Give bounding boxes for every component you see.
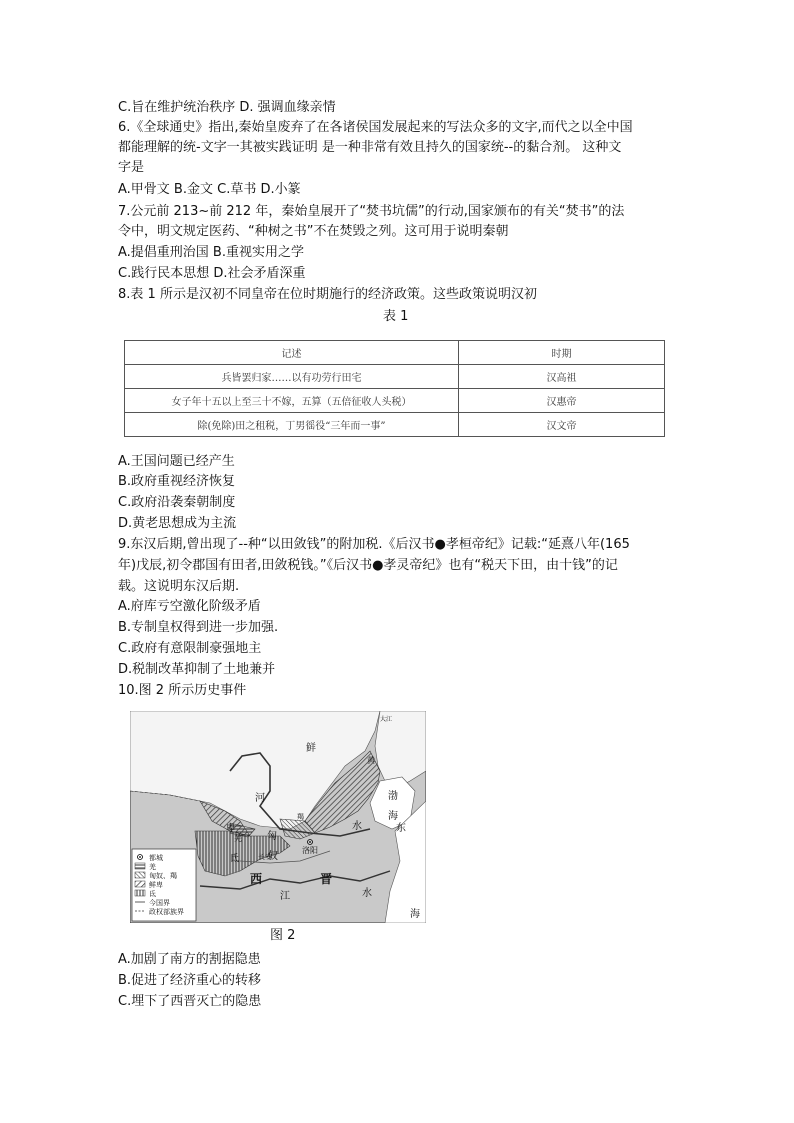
q6-stem-line3: 字是 xyxy=(118,160,145,175)
q9-option-b: B.专制皇权得到进一步加强. xyxy=(118,620,279,635)
q7-options-cd: C.践行民本思想 D.社会矛盾深重 xyxy=(118,266,306,281)
legend-modern-border: 今国界 xyxy=(149,899,170,907)
policy-table xyxy=(124,340,665,437)
legend-xianbei: 鲜卑 xyxy=(149,881,163,889)
label-di: 氐 xyxy=(230,854,240,864)
q6-stem-line1: 6.《全球通史》指出,秦始皇废弃了在各诸侯国发展起来的写法众多的文字,而代之以全中国 xyxy=(118,120,633,135)
q7-stem-line1: 7.公元前 213~前 212 年，秦始皇展开了“焚书坑儒”的行动,国家颁布的有关“焚书”的法 xyxy=(118,204,625,219)
q9-option-a: A.府库亏空激化阶级矛盾 xyxy=(118,599,261,614)
table-cell: 汉高祖 xyxy=(459,365,665,389)
map-caption: 图 2 xyxy=(270,928,296,943)
label-dajiang: 大江 xyxy=(380,716,393,723)
q10-option-b: B.促进了经济重心的转移 xyxy=(118,973,262,988)
table-cell: 汉文帝 xyxy=(459,413,665,437)
label-huang: 黄 xyxy=(367,756,375,765)
label-bei: 卑 xyxy=(226,824,236,834)
table-row xyxy=(125,413,665,437)
q6-options: A.甲骨文 B.金文 C.草书 D.小篆 xyxy=(118,182,301,197)
table-cell: 兵皆罢归家……以有功劳行田宅 xyxy=(125,365,459,389)
label-jiang: 江 xyxy=(280,891,290,902)
q10-option-a: A.加剧了南方的割据隐患 xyxy=(118,952,261,967)
q9-stem-line3: 载。这说明东汉后期. xyxy=(118,579,240,594)
label-changan: 长安 xyxy=(258,853,272,861)
q8-stem: 8.表 1 所示是汉初不同皇帝在位时期施行的经济政策。这些政策说明汉初 xyxy=(118,287,537,302)
q10-option-c: C.埋下了西晋灭亡的隐患 xyxy=(118,994,262,1009)
label-shui: 水 xyxy=(352,821,362,832)
table-cell: 女子年十五以上至三十不嫁，五算（五倍征收人头税） xyxy=(125,389,459,413)
label-bohai1: 渤 xyxy=(388,791,398,802)
legend-xiongnu-jie: 匈奴、羯 xyxy=(149,872,177,880)
q9-stem-line1: 9.东汉后期,曾出现了--种“以田敛钱”的附加税.《后汉书●孝桓帝纪》记载:“延熹八年(165 xyxy=(118,537,630,552)
label-nu: 奴 xyxy=(268,851,278,862)
q7-stem-line2: 令中，明文规定医药、“种树之书”不在焚毁之列。这可用于说明秦朝 xyxy=(118,224,509,239)
label-qiang: 羌 xyxy=(234,834,242,843)
table-cell: 汉惠帝 xyxy=(459,389,665,413)
label-jin: 晋 xyxy=(320,872,333,886)
table-cell: 除(免除)田之租税，丁男徭役“三年而一事” xyxy=(125,413,459,437)
legend-qiang: 羌 xyxy=(149,863,156,871)
label-xi: 西 xyxy=(250,872,263,886)
q8-option-b: B.政府重视经济恢复 xyxy=(118,474,236,489)
label-shui2: 水 xyxy=(362,888,372,899)
q8-option-c: C.政府沿袭秦朝制度 xyxy=(118,495,236,510)
table-caption: 表 1 xyxy=(383,309,409,324)
q5-option-cd: C.旨在维护统治秩序 D. 强调血缘亲情 xyxy=(118,100,336,115)
label-xian: 鲜 xyxy=(306,743,316,754)
legend-regime-border: 政权部族界 xyxy=(149,908,184,916)
legend-capital: 都城 xyxy=(149,854,163,862)
q10-stem: 10.图 2 所示历史事件 xyxy=(118,683,247,698)
label-bohai2: 海 xyxy=(388,811,398,822)
table-header-period: 时期 xyxy=(459,341,665,365)
q6-stem-line2: 都能理解的统-文字一其被实践证明 是一种非常有效且持久的国家统--的黏合剂。 这种文 xyxy=(118,140,622,155)
label-jie: 羯 xyxy=(297,813,304,821)
label-hai: 海 xyxy=(410,909,420,920)
table-row xyxy=(125,389,665,413)
label-xiongnu: 匈 xyxy=(267,831,277,842)
q8-option-d: D.黄老思想成为主流 xyxy=(118,516,237,531)
legend-di: 氐 xyxy=(149,890,156,898)
q9-option-c: C.政府有意限制豪强地主 xyxy=(118,641,262,656)
table-header-record: 记述 xyxy=(125,341,459,365)
label-he: 河 xyxy=(255,793,265,804)
q9-option-d: D.税制改革抑制了土地兼并 xyxy=(118,662,276,677)
historical-map xyxy=(130,711,426,923)
q9-stem-line2: 年)戊辰,初令郡国有田者,田敛税钱。”《后汉书●孝灵帝纪》也有“税天下田，由十钱”的记 xyxy=(118,558,618,573)
table-row xyxy=(125,365,665,389)
label-luoyang: 洛阳 xyxy=(302,846,318,855)
q8-option-a: A.王国问题已经产生 xyxy=(118,454,235,469)
label-dong: 东 xyxy=(396,823,406,834)
q7-options-ab: A.提倡重刑治国 B.重视实用之学 xyxy=(118,245,304,260)
